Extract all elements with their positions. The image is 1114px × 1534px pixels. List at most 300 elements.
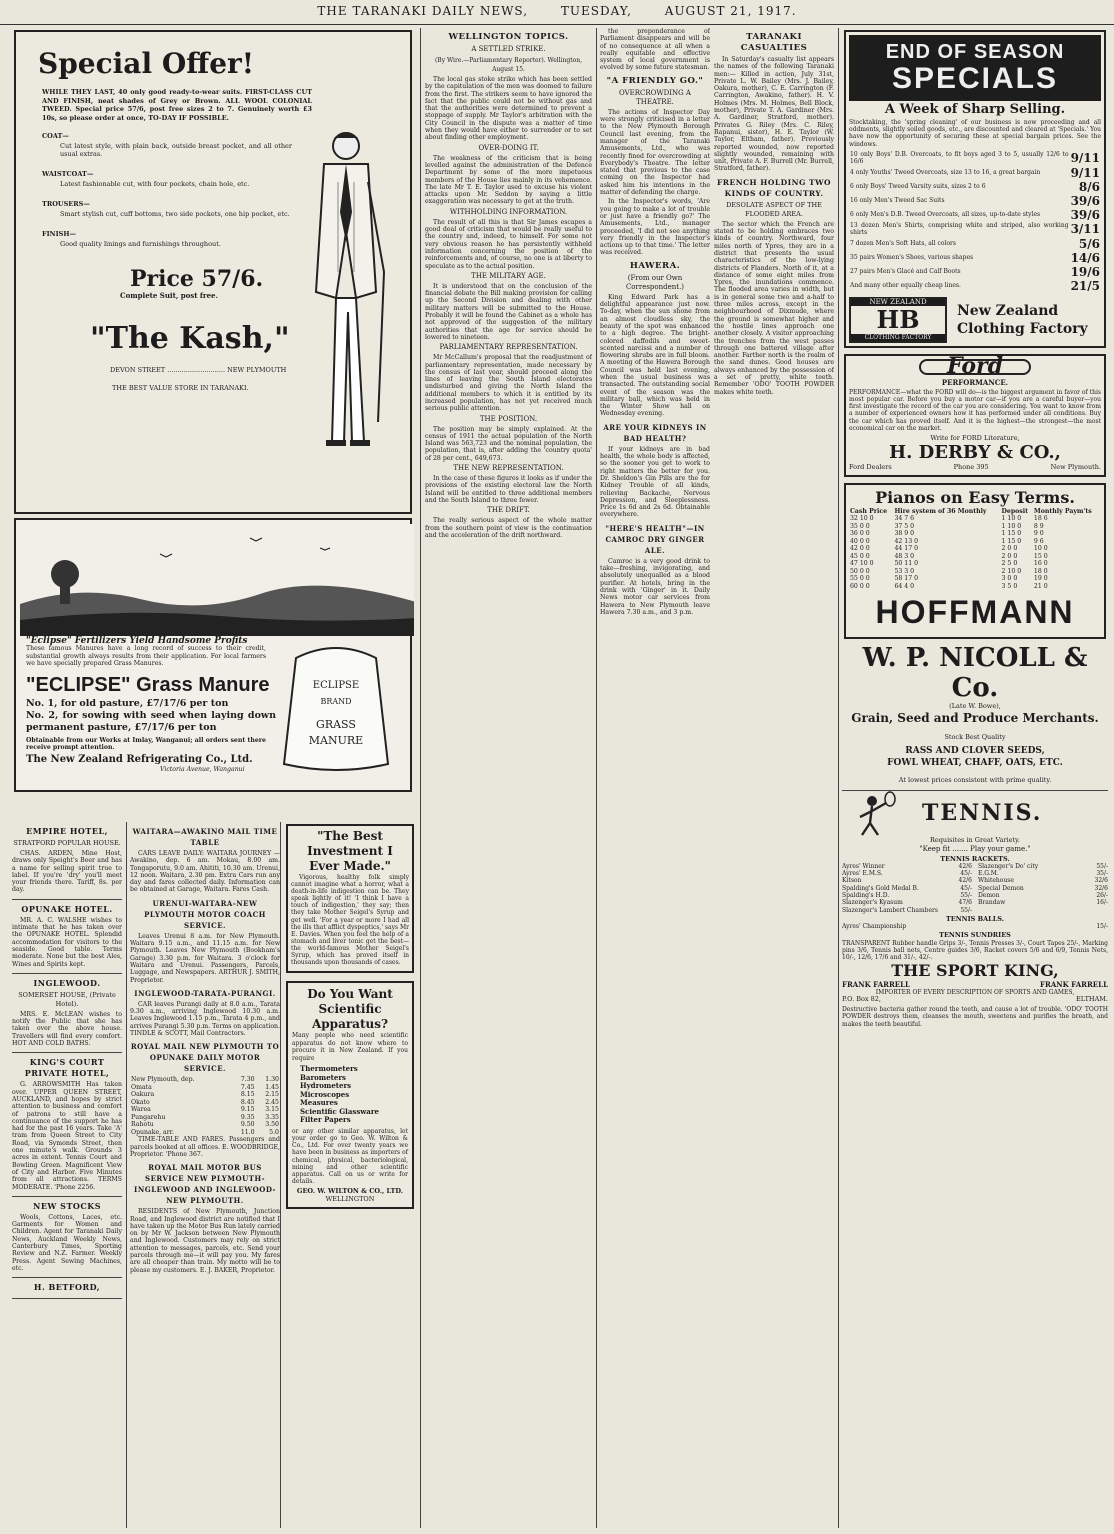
piano-cell: 40 0 0 [850, 537, 870, 545]
sport-king-town: ELTHAM. [1076, 994, 1108, 1003]
kash-finish-heading: FINISH— [42, 230, 76, 238]
special-item-price: 21/5 [1070, 278, 1100, 293]
end-of-season-sub: A Week of Sharp Selling. [884, 102, 1066, 117]
sport-king-box: P.O. Box 82, [842, 994, 881, 1003]
racket-price: 47/6 [958, 899, 972, 907]
special-item-desc: And many other equally cheap lines. [850, 282, 961, 290]
scientific-item: Barometers [300, 1072, 346, 1082]
piano-cell: 1 10 0 [1001, 522, 1022, 530]
nz-label: New Zealand [957, 303, 1059, 320]
timetable-cell: 1.45 [265, 1083, 279, 1091]
scientific-item: Filter Papers [300, 1115, 351, 1125]
end-of-season-banner [849, 35, 1101, 101]
eclipse-text: These famous Manures have a long record of success to their credit, substantial growth always results from their application. For local farmers we have specially prepared Grass Manures. [26, 645, 266, 668]
racket-price: 45/- [960, 884, 972, 892]
scientific-item: Measures [300, 1098, 338, 1108]
nicoll-late: (Late W. Bowe), [949, 702, 1001, 711]
scientific-item: Microscopes [300, 1089, 350, 1099]
svg-text:MANURE: MANURE [308, 734, 364, 747]
racket-item [842, 877, 972, 884]
pianos-table [849, 508, 1101, 591]
royal-mail-text: TIME-TABLE AND FARES. Passengers and parcels booked at all offices. E. WOODBRIDGE, Proprietor. 'Phone 367. [130, 1136, 280, 1158]
hb-logo [849, 297, 947, 344]
scientific-heading: Do You Want Scientific Apparatus? [307, 987, 393, 1032]
urenui-heading: URENUI-WAITARA-NEW PLYMOUTH MOTOR COACH SERVICE. [144, 898, 266, 930]
clothing-factory-label: Clothing Factory [957, 321, 1088, 338]
piano-cell: 1 15 0 [1001, 530, 1022, 538]
sport-king-owner-1: FRANK FARRELL [842, 980, 910, 990]
piano-cell: 2 5 0 [1001, 560, 1018, 568]
kash-trousers-heading: TROUSERS— [42, 200, 90, 208]
friendly-continuation: the preponderance of Parliament disappears and will be of no consequence at all when a really equitable and effective system of local government is evolved by some future statesman. [600, 28, 710, 72]
piano-cell: 16 0 [1033, 560, 1048, 568]
friendly-para-2: In the Inspector's words, 'Are you going to make a lot of trouble or just have a friendly go?' The Amusements, Ltd., manager proceeded, 'I did not see anything very friendly in the Inspector's actions up to that time.' The letter was received. [600, 198, 710, 257]
special-item-desc: 10 only Boys' D.B. Overcoats, to fit boys aged 3 to 5, usually 12/6 to 16/6 [850, 150, 1069, 166]
piano-cell: 53 3 0 [894, 567, 915, 575]
piano-cell: 2 10 0 [1001, 567, 1022, 575]
end-of-season-advertisement [844, 30, 1106, 348]
racket-name: Spalding's Gold Medal B. [842, 884, 919, 892]
special-item-desc: 27 pairs Men's Glacé and Calf Boots [850, 268, 961, 276]
timetable-row [130, 1091, 280, 1099]
timetable-cell: 7.45 [240, 1083, 255, 1091]
hotel-advertisement [12, 1282, 122, 1299]
piano-cell: 48 3 0 [894, 552, 915, 560]
racket-price: 55/- [960, 906, 972, 914]
piano-cell: 10 0 [1033, 545, 1048, 553]
hawera-heading: HAWERA. [629, 260, 681, 271]
timetable-cell: New Plymouth, dep. [131, 1076, 195, 1084]
special-item-price: 19/6 [1070, 264, 1100, 279]
hb-logo-mid: HB [876, 305, 920, 335]
hotel-text: MRS. E. McLEAN wishes to notify the Public that she has taken over the above house. Travellers will find every comfort. HOT AND COLD BATHS. [12, 1010, 122, 1048]
piano-cell: 18 0 [1033, 567, 1048, 575]
wellington-topics-column [425, 28, 592, 1528]
friendly-go-column [600, 28, 710, 1528]
wellington-para-8: The really serious aspect of the whole matter from the southern point of view is the continuation and the acceleration of the drift northward. [425, 517, 592, 539]
hotel-name: INGLEWOOD. [33, 977, 101, 988]
racket-name: Slazenger's Kyasum [842, 899, 903, 907]
special-item-row [849, 222, 1101, 237]
hotel-advertisement [12, 1201, 122, 1278]
column-rule [838, 28, 839, 1528]
eclipse-no1: No. 1, for old pasture, £7/17/6 per ton [26, 697, 229, 709]
svg-text:GRASS: GRASS [316, 718, 356, 731]
special-item-desc: 6 only Boys' Tweed Varsity suits, sizes 2 to 6 [850, 183, 986, 191]
piano-row [849, 575, 1101, 583]
tennis-champ-price: 15/- [1096, 923, 1108, 931]
eclipse-tagline: "Eclipse" Fertilizers Yield Handsome Profits [26, 636, 248, 646]
racket-price: 35/- [1096, 870, 1108, 878]
eclipse-obtain: Obtainable from our Works at Imlay, Wanganui; all orders sent there receive prompt attention. [26, 736, 266, 752]
timetable-cell: Oakura [131, 1091, 155, 1099]
hb-logo-top: NEW ZEALAND [851, 299, 945, 306]
timetable-cell: Opunake, arr. [131, 1128, 174, 1136]
ford-subheading: PERFORMANCE. [941, 377, 1009, 387]
ford-write: Write for FORD Literature, [930, 433, 1020, 442]
racket-item [842, 863, 972, 870]
special-item-price: 3/11 [1070, 222, 1100, 237]
racket-item [978, 885, 1108, 892]
sport-king-name: THE SPORT KING, [891, 961, 1059, 981]
timetable-cell: Pungarehu [131, 1113, 166, 1121]
piano-cell: 9 0 [1033, 530, 1044, 538]
french-text: The sector which the French are stated to be holding embraces two kinds of country. Northward, four miles north of Ypres, they are in a district that presents the usual characteristics of the low-lying districts of Flanders. North of it, at a distance of some eight miles from Ypres, the inundations commence. The flooded area varies in width, but is in general some two and a-half to three miles across, except in the neighbourhood of Dixmude, where the ground is somewhat higher and the hostile lines approach one another closely. A visitor approaching the trenches from the west passes through one battered village after another. Farther north is the realm of the sand dunes. Good houses are always enhanced by the possession of a set of pretty, white teeth. Remember 'ODO' TOOTH POWDER makes white teeth. [714, 220, 834, 396]
racket-price: 55/- [1096, 862, 1108, 870]
piano-column-header: Hire system of 36 Monthly [894, 507, 987, 515]
suited-man-illustration [296, 122, 392, 462]
special-item-row [849, 166, 1101, 180]
timetable-cell: 3.35 [265, 1113, 279, 1121]
piano-row [849, 530, 1101, 538]
kash-price: Price 57/6. [130, 266, 264, 292]
timetable-cell: Okato [131, 1098, 150, 1106]
piano-row [849, 523, 1101, 531]
racket-item [978, 870, 1108, 877]
masthead-paper: THE TARANAKI DAILY NEWS, [317, 4, 529, 18]
racket-item [978, 899, 1108, 906]
special-item-row [849, 251, 1101, 265]
kidneys-text: If your kidneys are in bad health, the whole body is affected, so the sooner you get to work to right matters the better for you. Dr. Sheldon's Gin Pills are the for Kidney Trouble of all kinds, relieving Backache, Nervous Depression, and Sleeplessness. Price 1s 6d and 2s 6d. Obtainable everywhere. [600, 445, 710, 519]
special-item-desc: 6 only Men's D.B. Tweed Overcoats, all sizes, up-to-date styles [850, 211, 1041, 219]
tennis-rackets-heading: TENNIS RACKETS. [940, 854, 1010, 863]
specials-table [849, 151, 1101, 293]
timetable-cell: 11.0 [240, 1128, 255, 1136]
racket-price: 45/- [960, 870, 972, 878]
motor-services-column [126, 822, 280, 1528]
piano-row [849, 515, 1101, 523]
hotel-name: OPUNAKE HOTEL. [21, 903, 113, 914]
scientific-tail: or any other similar apparatus, let your order go to Geo. W. Wilton & Co., Ltd. For over twenty years we have been in business as importers of chemical, physical, bacteriological, mining and other scientific apparatus. Call on us or write for details. [292, 1127, 408, 1186]
french-subheading: DESOLATE ASPECT OF THE FLOODED AREA. [726, 200, 822, 218]
piano-cell: 21 0 [1033, 582, 1048, 590]
piano-cell: 36 0 0 [850, 530, 870, 538]
piano-cell: 45 0 0 [850, 552, 870, 560]
best-investment-text: Vigorous, healthy folk simply cannot imagine what a horror, what a death-in-life indigestion can be. They speak lightly of it! 'I think I have a touch of indigestion,' they say; then they take Mother Seigel's Syrup and get well. 'For a year or more I had all the ills that afflict dyspeptics,' says Mr E. Davies. When you feel the help of a stomach and liver tonic get the best—the world-famous Mother Seigel's Syrup, which has proved itself in thousands upon thousands of cases. [291, 874, 409, 967]
racket-name: Brandaw [978, 899, 1006, 907]
racket-name: Ayres' E.M.S. [842, 870, 883, 878]
svg-text:BRAND: BRAND [320, 697, 352, 706]
casualties-heading: TARANAKI CASUALTIES [740, 32, 808, 53]
piano-column-header: Deposit [1001, 507, 1028, 515]
piano-cell: 2 0 0 [1001, 552, 1018, 560]
special-item-price: 9/11 [1070, 151, 1100, 166]
scientific-firm: GEO. W. WILTON & CO., LTD. [296, 1187, 404, 1196]
piano-cell: 3 5 0 [1001, 582, 1018, 590]
ford-phone: Phone 395 [953, 463, 989, 472]
position-heading: THE POSITION. [479, 414, 538, 423]
racket-name: E.G.M. [978, 870, 999, 878]
kash-tagline: THE BEST VALUE STORE IN TARANAKI. [112, 383, 249, 392]
tennis-tagline: "Keep fit ....... Play your game." [919, 845, 1031, 854]
timetable-row [130, 1099, 280, 1107]
special-item-row [849, 279, 1101, 293]
special-item-row [849, 194, 1101, 208]
ford-text: PERFORMANCE—what the FORD will do—is the biggest argument in favor of this most popular car. Before you buy a motor car—if you are a careful buyer—you first investigate the record of the car you are considering. You want to know from a number of experienced owners how it has performed under all conditions. Buy the car which has proved itself. And it is the highest—the strongest—the most economical car on the market. [849, 388, 1101, 432]
end-of-season-text: Stocktaking, the 'spring cleaning' of our business is now proceeding and all oddments, slightly soiled goods, etc., are discounted and cleared at 'Specials.' You have now the opportunity of securing these at special bargain prices. See the windows. [849, 119, 1101, 148]
hotel-advertisement [12, 978, 122, 1053]
scientific-text: Many people who need scientific apparatus do not know where to procure it in New Zealand. If you require [292, 1032, 408, 1062]
timetable-cell: 9.15 [240, 1106, 255, 1114]
timetable-cell: 8.45 [240, 1098, 255, 1106]
piano-cell: 55 0 0 [850, 575, 870, 583]
wellington-heading: WELLINGTON TOPICS. [448, 32, 569, 42]
kidneys-heading: ARE YOUR KIDNEYS IN BAD HEALTH? [603, 422, 707, 443]
timetable-cell: Omata [131, 1083, 152, 1091]
timetable-cell: 7.30 [240, 1076, 255, 1084]
piano-cell: 50 11 0 [894, 560, 919, 568]
special-item-row [849, 237, 1101, 251]
racket-name: Spalding's H.D. [842, 891, 890, 899]
piano-cell: 8 9 [1033, 522, 1044, 530]
hb-logo-bottom: CLOTHING FACTORY [851, 334, 945, 341]
racket-price: 42/6 [958, 877, 972, 885]
special-item-row [849, 208, 1101, 222]
kash-advertisement [14, 30, 412, 514]
friendly-go-heading: "A FRIENDLY GO." [606, 75, 704, 86]
odo-footer: Destructive bacteria gather round the teeth, and cause a lot of trouble. 'ODO' TOOTH POWDER destroys them, cleanses the mouth, sweetens and purifies the breath, and makes the teeth beautiful. [842, 1006, 1108, 1028]
timetable-row [130, 1076, 280, 1084]
casualties-column [714, 28, 834, 1528]
eclipse-name: "ECLIPSE" Grass Manure [26, 673, 270, 696]
withholding-heading: WITHHOLDING INFORMATION. [449, 207, 568, 216]
hotel-advertisement [12, 904, 122, 974]
nicoll-advertisement [842, 643, 1108, 784]
manure-bag-illustration [276, 638, 396, 774]
racket-item [842, 899, 972, 906]
racket-name: Demon [978, 891, 1000, 899]
hawera-text: King Edward Park has a delightful appearance just now. To-day, when the sun shone from an almost cloudless sky, the beauty of the spot was enhanced to a high degree. The bright-colored daffodils and sweet-scented narcissi and a number of flowering shrubs are in full bloom. A meeting of the Hawera Borough Council was held last evening, when the usual business was transacted. The outstanding social event of the season was the military ball, which was held in the Winter Show hall on Wednesday evening. [600, 293, 710, 418]
racket-price: 32/6 [1094, 884, 1108, 892]
royal-mail-heading: ROYAL MAIL NEW PLYMOUTH TO OPUNAKE DAILY MOTOR SERVICE. [130, 1042, 280, 1074]
hotel-advertisement [12, 1057, 122, 1196]
kash-coat-heading: COAT— [42, 132, 69, 140]
kash-waistcoat: Latest fashionable cut, with four pockets, chain hole, etc. [60, 180, 250, 188]
piano-cell: 37 5 0 [894, 522, 915, 530]
special-item-price: 5/6 [1078, 236, 1100, 251]
racket-name: Slazenger's Do' city [978, 862, 1039, 870]
tennis-advertisement [842, 790, 1108, 1028]
special-item-desc: 4 only Youths' Tweed Overcoats, size 13 to 16, a great bargain [850, 169, 1041, 177]
drift-heading: THE DRIFT. [487, 506, 530, 515]
piano-cell: 42 13 0 [894, 537, 919, 545]
scientific-item: Scientific Glassware [300, 1106, 379, 1116]
kash-address: DEVON STREET ............................ NEW PLYMOUTH [110, 366, 287, 375]
piano-cell: 3 0 0 [1001, 575, 1018, 583]
special-item-price: 39/6 [1070, 207, 1100, 222]
kash-title: Special Offer! [38, 47, 255, 80]
hotel-name: EMPIRE HOTEL, [26, 826, 108, 836]
camroc-text: Camroc is a very good drink to take—freshing, invigorating, and absolutely unequalled as a blood purifier. At hotels, bring in the drink with 'Ginger' in it. Daily News motor car services from Hawera to New Plymouth leave Hawera 7.30 a.m., and 3 p.m. [600, 557, 710, 616]
best-investment-advertisement [286, 824, 414, 973]
piano-row [849, 560, 1101, 568]
nicoll-name: W. P. NICOLL & Co. [862, 643, 1088, 704]
piano-row [849, 538, 1101, 546]
settled-strike-heading: A SETTLED STRIKE. [471, 45, 546, 53]
wellington-byline: (By Wire.—Parliamentary Reporter). Wellington, August 15. [434, 57, 583, 73]
hotel-place: STRATFORD POPULAR HOUSE. [13, 839, 121, 847]
tennis-champ: Ayres' Championship [842, 923, 907, 931]
ford-dealer: H. DERBY & CO., [889, 442, 1061, 464]
waitara-heading: WAITARA—AWAKINO MAIL TIME TABLE [132, 827, 278, 847]
special-item-desc: 16 only Men's Tweed Sac Suits [850, 197, 945, 205]
royal-mail-bus-heading: ROYAL MAIL MOTOR BUS SERVICE NEW PLYMOUTH-INGLEWOOD AND INGLEWOOD-NEW PLYMOUTH. [134, 1163, 276, 1206]
racket-item [842, 892, 972, 899]
timetable-row [130, 1084, 280, 1092]
masthead [0, 4, 1114, 25]
racket-price: 26/- [1096, 891, 1108, 899]
piano-cell: 15 0 [1033, 552, 1048, 560]
ford-dealers-label: Ford Dealers [849, 463, 892, 472]
special-item-price: 9/11 [1070, 165, 1100, 180]
piano-cell: 60 0 0 [850, 582, 870, 590]
piano-row [849, 583, 1101, 591]
representation-heading: PARLIAMENTARY REPRESENTATION. [439, 343, 578, 352]
timetable-cell: 9.35 [240, 1113, 255, 1121]
racket-price: 16/- [1096, 899, 1108, 907]
ford-place: New Plymouth. [1050, 463, 1101, 472]
kash-price-sub: Complete Suit, post free. [120, 291, 218, 300]
hotel-place: SOMERSET HOUSE, (Private Hotel). [18, 990, 116, 1008]
inglewood-tarata-text: CAR leaves Purangi daily at 8.0 a.m., Tarata 9.30 a.m., arriving Inglewood 10.30 a.m. Leaves Inglewood 1.15 p.m., Tarata 4 p.m., and arrives Purangi 5.30 p.m. Terms on application. TINDLE & SCOTT, Mail Contractors. [130, 1000, 280, 1038]
tennis-sundries: TRANSPARENT Rubber handle Grips 3/-, Tennis Presses 3/-, Court Tapes 25/-, Marking pins 3/6, Tennis ball nets, Centre guides 3/6, Racket covers 5/6 and 6/9, Tennis Nets, 10/-, 12/6, 17/6 and 31/-, 42/-. [842, 939, 1108, 962]
hoffmann-maker: HOFFMANN [875, 594, 1075, 631]
timetable-cell: 8.15 [240, 1091, 255, 1099]
racket-item [978, 863, 1108, 870]
wellington-para-2: The weakness of the criticism that is being levelled against the administration of the Defence Department by some of the more impetuous members of the House lies mainly in its vehemence. The late Mr T. E. Taylor used to excuse his violent attacks upon Mr. Seddon by saying a little exaggeration was necessary to get at the truth. [425, 154, 592, 206]
left-ads-column [12, 28, 414, 1528]
kash-trousers: Smart stylish cut, cuff bottoms, two side pockets, one hip pocket, etc. [60, 210, 290, 218]
kash-intro: WHILE THEY LAST, 40 only good ready-to-wear suits. FIRST-CLASS CUT AND FINISH, neat shades of Grey or Brown. ALL WOOL COLONIAL TWEED. Special price 57/6, post free sizes 2 to 7. Genuinely worth £3 10s, so please order at once, TO-DAY IF POSSIBLE. [42, 88, 312, 122]
french-heading: FRENCH HOLDING TWO KINDS OF COUNTRY. [716, 177, 832, 198]
inglewood-tarata-heading: INGLEWOOD-TARATA-PURANGI. [134, 988, 276, 998]
ford-advertisement [844, 354, 1106, 476]
masthead-day: TUESDAY, [560, 4, 632, 18]
racket-name: Special Demon [978, 884, 1024, 892]
racket-name: Ayres' Winner [842, 862, 885, 870]
piano-column-header: Cash Price [850, 507, 888, 515]
timetable-cell: 2.45 [265, 1098, 279, 1106]
piano-cell: 19 0 [1033, 575, 1048, 583]
tennis-heading: TENNIS. [922, 800, 1043, 827]
scientific-item: Hydrometers [300, 1081, 352, 1091]
hotel-text: CHAS. ARDEN, Mine Host, draws only Speight's Beer and has a name for selling spirit true to label. If you're 'dry' you'll meet your friends there. Tariff, 8s. per day. [12, 850, 122, 894]
hotel-text: Wools, Cottons, Laces, etc. Garments for Women and Children. Agent for Taranaki Daily News, Auckland Weekly News, Canterbury Times, Sporting Review and N.Z. Farmer. Weekly Press. Agent Sewing Machines, etc. [12, 1213, 122, 1272]
piano-cell: 32 10 0 [850, 515, 874, 523]
eclipse-advertisement [14, 518, 412, 792]
special-item-row [849, 151, 1101, 166]
special-item-desc: 7 dozen Men's Soft Hats, all colors [850, 240, 957, 248]
pianos-advertisement [844, 483, 1106, 640]
piano-cell: 34 7 6 [894, 515, 915, 523]
royal-mail-bus-text: RESIDENTS of New Plymouth, Junction Road, and Inglewood district are notified that I have taken up the Motor Bus Run lately carried on by Mr W. Jackson between New Plymouth and Inglewood. Customers may rely on strict attention to messages, parcels, etc. Send your parcels through me—it will pay you. My fares are all cheaper than train. My motto will be to please my customers. E. J. BAKER, Proprietor. [130, 1208, 280, 1274]
special-item-price: 8/6 [1078, 179, 1100, 194]
sport-king-owner-2: FRANK FARRELL [1040, 980, 1108, 990]
scientific-city: WELLINGTON [325, 1194, 375, 1203]
racket-item [842, 907, 972, 914]
scientific-item: Thermometers [300, 1064, 358, 1074]
scientific-apparatus-advertisement [286, 981, 414, 1209]
racket-name: Slazenger's Lambert Chambers [842, 906, 938, 914]
racket-price: 55/- [960, 891, 972, 899]
pianos-heading: Pianos on Easy Terms. [875, 487, 1075, 507]
sport-king-importer: IMPORTER OF EVERY DESCRIPTION OF SPORTS AND GAMES, [875, 988, 1075, 996]
timetable-row [130, 1129, 280, 1137]
ford-logo: Ford [919, 359, 1031, 374]
tennis-sub: Requisites in Great Variety. [930, 835, 1020, 844]
timetable-row [130, 1106, 280, 1114]
column-rule [596, 28, 597, 1528]
racket-item [842, 870, 972, 877]
piano-cell: 35 0 0 [850, 522, 870, 530]
timetable-cell: Warea [131, 1106, 151, 1114]
special-item-row [849, 265, 1101, 279]
hawera-byline: (From our Own Correspondent.) [625, 273, 685, 291]
timetable-cell: 3.50 [265, 1121, 279, 1129]
wellington-para-3: The result of all this is that Sir James escapes a good deal of criticism that would be really useful to the country and, indeed, to himself. For some not very obvious reason he has persistently withheld information concerning the position of the reinforcements and, of course, no one is at liberty to speculate as to the actual position. [425, 218, 592, 270]
nicoll-grain: Grain, Seed and Produce Merchants. [851, 711, 1099, 726]
wellington-para-5: Mr McCallum's proposal that the readjustment of parliamentary representation, made necessary by the census of last year, should proceed along the lines of leaving the South Island electorates undisturbed and giving the North Island the additional members to which it is entitled by its increased population, has not yet received much serious public attention. [425, 354, 592, 413]
timetable-cell: 1.30 [265, 1076, 279, 1084]
piano-cell: 38 9 0 [894, 530, 915, 538]
timetable-cell: 5.0 [269, 1128, 279, 1136]
masthead-date: AUGUST 21, 1917. [664, 4, 797, 18]
timetable-cell: 9.50 [240, 1121, 255, 1129]
waitara-text: CARS LEAVE DAILY: WAITARA JOURNEY — Awakino, dep. 6 am. Mokau, 8.00 am. Tongaporutu, 9.0 am. Ahititi, 10.30 am. Urenui, 12 noon. Waitara, 2.30 pm. Extra Cars run any day and fares collected daily. Information can be obtained at Garage, Waitara. Fares Cash. [130, 850, 280, 894]
urenui-text: Leaves Urenui 8 a.m. for New Plymouth. Waitara 9.15 a.m., and 11.15 a.m. for New Plymouth. Leaves New Plymouth (Bookham's Garage) 3.30 p.m. for Waitara. 3 o'clock for Waitara and Urenui. Passengers, Parcels, Luggage, and Newspapers. ARTHUR J. SMITH, Proprietor. [130, 932, 280, 984]
piano-cell: 18 6 [1033, 515, 1048, 523]
piano-cell: 2 0 0 [1001, 545, 1018, 553]
camroc-heading: "HERE'S HEALTH"—IN CAMROC DRY GINGER ALE. [605, 523, 705, 555]
piano-row [849, 553, 1101, 561]
piano-row [849, 568, 1101, 576]
farm-landscape-illustration [20, 524, 414, 636]
kash-finish: Good quality linings and furnishings throughout. [60, 240, 221, 248]
tennis-player-icon [842, 791, 902, 837]
special-item-row [849, 180, 1101, 194]
eclipse-company: The New Zealand Refrigerating Co., Ltd. [26, 753, 253, 765]
nicoll-lowest: At lowest prices consistent with prime quality. [898, 775, 1052, 784]
racket-item [978, 877, 1108, 884]
piano-cell: 9 6 [1033, 537, 1044, 545]
timetable-cell: 2.15 [265, 1091, 279, 1099]
friendly-para-1: The actions of Inspector Day were strongly criticised in a letter to the New Plymouth Borough Council last evening, from the manager of the Taranaki Amusements, Ltd., who was recently fined for overcrowding at Everybody's Theatre. The letter stated that previous to the case coming on the Inspector had asked him his intentions in the matter of defending the charge. [600, 108, 710, 197]
nicoll-seeds: RASS AND CLOVER SEEDS, [905, 745, 1045, 756]
hotel-text: MR. A. C. WALSHE wishes to intimate that he has taken over the OPUNAKE HOTEL. Splendid accommodation for visitors to the seaside. Good table. Terms moderate. None but the best Ales, Wines and Spirits kept. [12, 916, 122, 968]
racket-name: Whitehouse [978, 877, 1014, 885]
special-item-price: 39/6 [1070, 193, 1100, 208]
nicoll-fowl: FOWL WHEAT, CHAFF, OATS, ETC. [887, 757, 1063, 768]
specials-title: SPECIALS [891, 62, 1059, 95]
medical-ads-column [280, 822, 414, 1528]
tennis-sundries-heading: TENNIS SUNDRIES [939, 931, 1011, 940]
piano-cell: 64 4 0 [894, 582, 915, 590]
racket-price: 42/6 [958, 862, 972, 870]
eclipse-no2: No. 2, for sowing with seed when laying down permanent pasture, £7/17/6 per ton [26, 709, 276, 733]
end-of-season-title: END OF SEASON [885, 41, 1065, 63]
new-representation-heading: THE NEW REPRESENTATION. [453, 464, 564, 473]
hotel-text: G. ARROWSMITH Has taken over. UPPER QUEEN STREET, AUCKLAND, and hopes by strict attention to business and comfort of patrons to still have a continuance of the support he has had for the past 16 years. Take 'A' tram from Queen Street to City Road, via Symonds Street, then one minute's walk. Grounds 3 acres in extent. Tennis Court and Bowling Green. Magnificent View of City and Harbor. Five Minutes from all attractions. TERMS MODERATE. 'Phone 2256. [12, 1081, 122, 1191]
hotel-name: KING'S COURT PRIVATE HOTEL, [24, 1057, 110, 1079]
kash-name: "The Kash," [90, 321, 290, 357]
piano-cell: 1 10 0 [1001, 515, 1022, 523]
wellington-para-4: It is understood that on the conclusion of the financial debate the Bill making provision for calling up the Second Division and dealing with other military matters will be submitted to the House. Probably it will be found the Cabinet as a whole has not approved of the suggestion of the military authorities that the age for service should be lowered to nineteen. [425, 282, 592, 341]
wellington-para-7: In the case of these figures it looks as if under the provisions of the existing electoral law the North Island will be entitled to three additional members and the South Island to three fewer. [425, 475, 592, 504]
wellington-para-6: The position may be simply explained. At the census of 1911 the actual population of the North Island was 563,723 and the nominal population, the population, that is, after adding the 'country quota' of 28 per cent., 649,673. [425, 425, 592, 462]
piano-cell: 50 0 0 [850, 567, 870, 575]
royal-mail-timetable [130, 1076, 280, 1136]
hotel-name: NEW STOCKS [33, 1200, 101, 1211]
